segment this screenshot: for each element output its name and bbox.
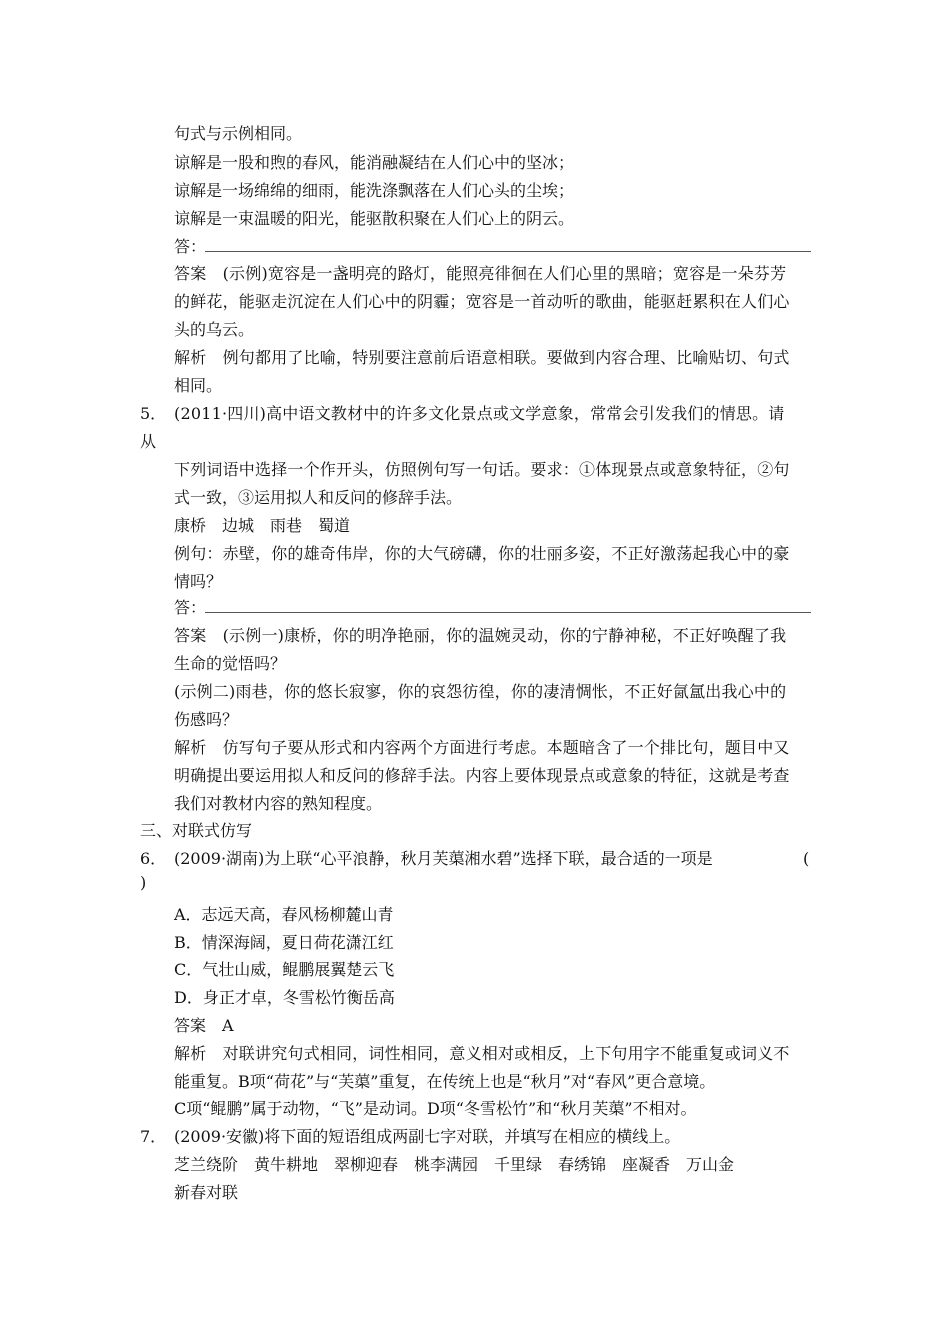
- q5-answer-line-4: 伤感吗？: [174, 710, 239, 729]
- q5-analysis-line-3: 我们对教材内容的熟知程度。: [174, 794, 383, 813]
- q6-answer: 答案 A: [174, 1016, 234, 1035]
- q6-option-c: C．气壮山威，鲲鹏展翼楚云飞: [174, 960, 395, 979]
- q6-number: 6．: [140, 849, 167, 868]
- q5-analysis-line-2: 明确提出要运用拟人和反问的修辞手法。内容上要体现景点或意象的特征，这就是考查: [174, 766, 790, 785]
- q5-stem-line-2: 下列词语中选择一个作开头，仿照例句写一句话。要求：①体现景点或意象特征，②句: [174, 460, 790, 479]
- q7-number: 7．: [140, 1127, 167, 1146]
- q4-example-2: 谅解是一场绵绵的细雨，能洗涤飘落在人们心头的尘埃；: [174, 181, 575, 200]
- q5-example-line-1: 例句：赤壁，你的雄奇伟岸，你的大气磅礴，你的壮丽多姿，不正好激荡起我心中的豪: [174, 544, 790, 563]
- q6-option-b: B．情深海阔，夏日荷花潇江红: [174, 933, 394, 952]
- q6-stem: (2009·湖南)为上联“心平浪静，秋月芙蕖湘水碧”选择下联，最合适的一项是: [174, 849, 713, 868]
- q5-answer-label: 答：: [174, 598, 207, 617]
- q4-instruction-tail: 句式与示例相同。: [174, 124, 303, 143]
- q4-analysis-line-1: 解析 例句都用了比喻，特别要注意前后语意相联。要做到内容合理、比喻贴切、句式: [174, 348, 790, 367]
- q6-option-a: A．志远天高，春风杨柳麓山青: [174, 905, 394, 924]
- q7-stem: (2009·安徽)将下面的短语组成两副七字对联，并填写在相应的横线上。: [174, 1127, 681, 1146]
- q5-answer-blank-line: [205, 612, 811, 613]
- q5-example-line-2: 情吗？: [174, 572, 223, 591]
- q4-answer-line-3: 头的乌云。: [174, 320, 255, 339]
- q4-answer-blank-line: [205, 251, 811, 252]
- q5-analysis-line-1: 解析 仿写句子要从形式和内容两个方面进行考虑。本题暗含了一个排比句，题目中又: [174, 738, 790, 757]
- q4-answer-label: 答：: [174, 237, 207, 256]
- q5-stem-line-1: (2011·四川)高中语文教材中的许多文化景点或文学意象，常常会引发我们的情思。请: [174, 404, 785, 423]
- section-3-heading: 三、对联式仿写: [140, 821, 253, 840]
- q5-number: 5．: [140, 404, 167, 423]
- q5-stem-line-3: 式一致，③运用拟人和反问的修辞手法。: [174, 488, 463, 507]
- q4-example-3: 谅解是一束温暖的阳光，能驱散积聚在人们心上的阴云。: [174, 209, 575, 228]
- q5-answer-line-3: (示例二)雨巷，你的悠长寂寥，你的哀怨彷徨，你的凄清惆怅，不正好氤氲出我心中的: [174, 682, 787, 701]
- q5-answer-line-1: 答案 (示例一)康桥，你的明净艳丽，你的温婉灵动，你的宁静神秘，不正好唤醒了我: [174, 626, 787, 645]
- q6-answer-paren-open: (: [803, 849, 810, 868]
- q6-option-d: D．身正才卓，冬雪松竹衡岳高: [174, 988, 395, 1007]
- q6-analysis-line-2: 能重复。B项“荷花”与“芙蕖”重复，在传统上也是“秋月”对“春风”更合意境。: [174, 1072, 716, 1091]
- q6-analysis-line-3: C项“鲲鹏”属于动物，“飞”是动词。D项“冬雪松竹”和“秋月芙蕖”不相对。: [174, 1099, 697, 1118]
- q5-answer-line-2: 生命的觉悟吗？: [174, 654, 287, 673]
- q6-answer-paren-close: ): [140, 873, 147, 892]
- q5-word-options: 康桥 边城 雨巷 蜀道: [174, 516, 351, 535]
- q4-answer-line-2: 的鲜花，能驱走沉淀在人们心中的阴霾；宽容是一首动听的歌曲，能驱赶累积在人们心: [174, 292, 790, 311]
- q7-subheading: 新春对联: [174, 1183, 239, 1202]
- q4-answer-line-1: 答案 (示例)宽容是一盏明亮的路灯，能照亮徘徊在人们心里的黑暗；宽容是一朵芬芳: [174, 264, 787, 283]
- q4-analysis-line-2: 相同。: [174, 376, 223, 395]
- q6-analysis-line-1: 解析 对联讲究句式相同，词性相同，意义相对或相反，上下句用字不能重复或词义不: [174, 1044, 790, 1063]
- q4-example-1: 谅解是一股和煦的春风，能消融凝结在人们心中的坚冰；: [174, 153, 575, 172]
- q7-phrase-list: 芝兰绕阶 黄牛耕地 翠柳迎春 桃李满园 千里绿 春绣锦 座凝香 万山金: [174, 1155, 735, 1174]
- q5-stem-wrap: 从: [140, 432, 157, 451]
